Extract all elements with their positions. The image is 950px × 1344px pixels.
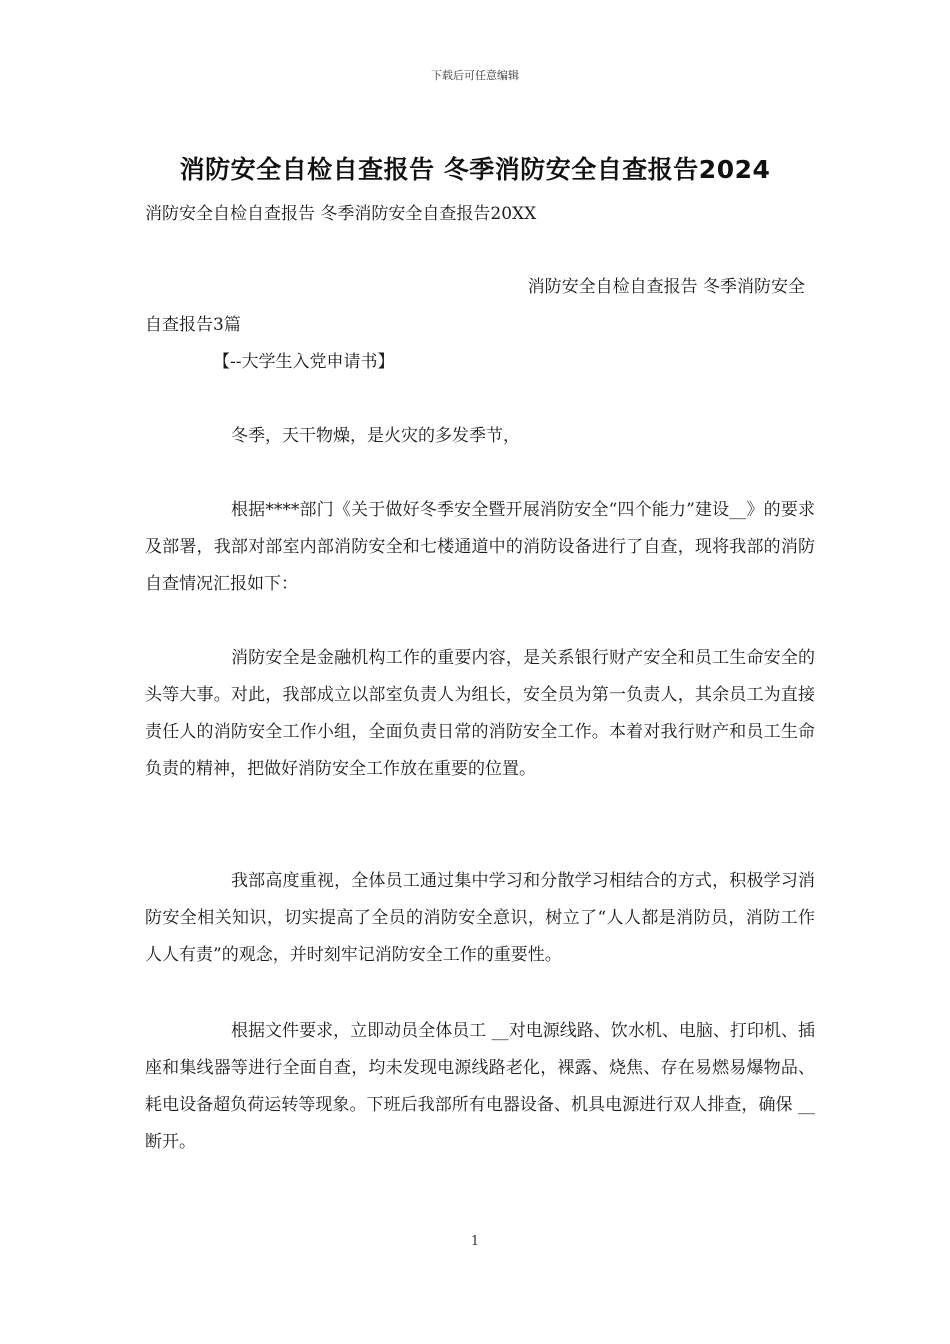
paragraph-1: 冬季，天干物燥，是火灾的多发季节，	[231, 426, 520, 446]
paragraph-4: 我部高度重视，全体员工通过集中学习和分散学习相结合的方式，积极学习消防安全相关知识，切实提高了全员的消防安全意识，树立了“人人都是消防员，消防工作人人有责”的观念，并时刻牢记消防安全工作的重要性。	[145, 871, 815, 965]
page-number: 1	[470, 1234, 480, 1249]
document-subtitle: 消防安全自检自查报告 冬季消防安全自查报告20XX	[145, 204, 537, 224]
bracket-line: 【--大学生入党申请书】	[213, 352, 395, 372]
header-note: 下载后可任意编辑	[431, 69, 519, 82]
document-title: 消防安全自检自查报告 冬季消防安全自查报告2024	[179, 155, 771, 184]
right-aligned-line: 消防安全自检自查报告 冬季消防安全	[527, 277, 805, 297]
paragraph-5: 根据文件要求，立即动员全体员工 __对电源线路、饮水机、电脑、打印机、插座和集线器等进行全面自查，均未发现电源线路老化，裸露、烧焦、存在易燃易爆物品、耗电设备超负荷运转等现象。下班后我部所有电器设备、机具电源进行双人排查，确保 __断开。	[145, 1021, 815, 1152]
paragraph-3: 消防安全是金融机构工作的重要内容，是关系银行财产安全和员工生命安全的头等大事。对此，我部成立以部室负责人为组长，安全员为第一负责人，其余员工为直接责任人的消防安全工作小组，全面负责日常的消防安全工作。本着对我行财产和员工生命负责的精神，把做好消防安全工作放在重要的位置。	[145, 648, 815, 779]
paragraph-2: 根据****部门《关于做好冬季安全暨开展消防安全“四个能力”建设__》的要求及部署，我部对部室内部消防安全和七楼通道中的消防设备进行了自查，现将我部的消防自查情况汇报如下：	[145, 500, 815, 594]
count-line: 自查报告3篇	[145, 315, 241, 335]
